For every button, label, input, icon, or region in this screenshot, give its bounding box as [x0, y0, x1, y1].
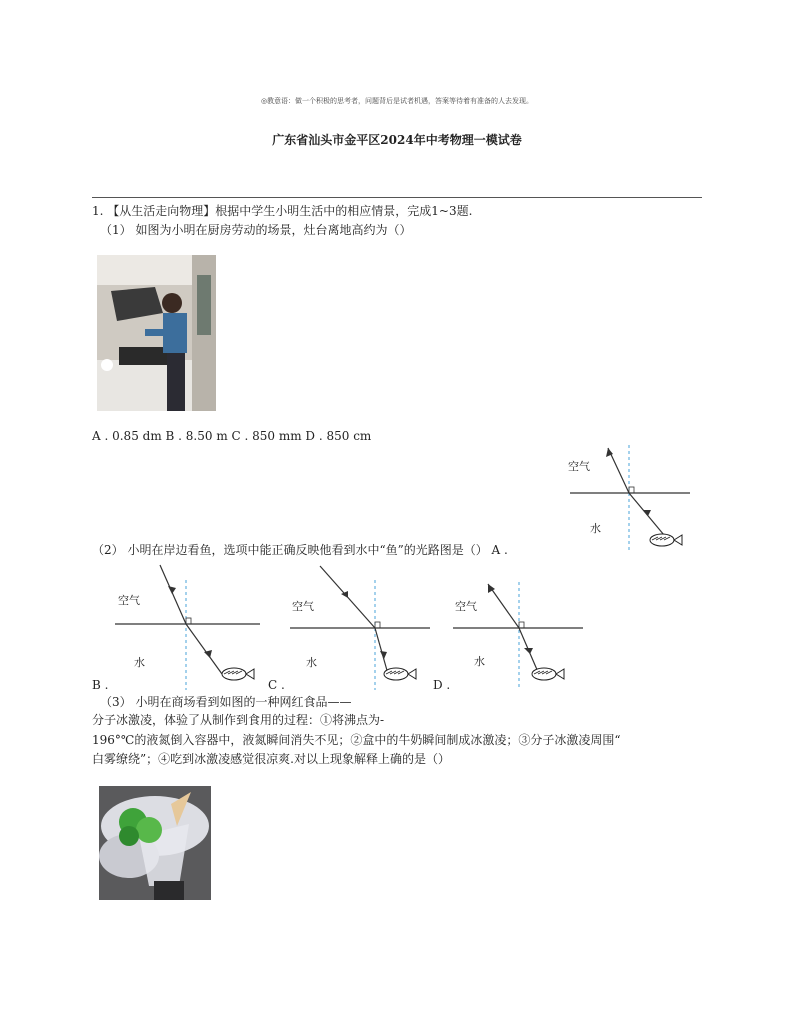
water-label: 水 [134, 656, 145, 669]
water-label: 水 [306, 656, 317, 669]
light-path-diagram-a [560, 440, 700, 555]
option-c-label: C . [268, 678, 285, 692]
water-label: 水 [590, 522, 601, 535]
question-1-sub3-line4: 白雾缭绕”；④吃到冰激凌感觉很凉爽.对以上现象解释上确的是（） [92, 752, 450, 766]
kitchen-photo [97, 255, 216, 411]
ice-cream-photo [99, 786, 211, 900]
divider [92, 197, 702, 198]
question-1-sub3-line1: （3） 小明在商场看到如图的一种网红食品—— [100, 695, 352, 709]
air-label: 空气 [455, 600, 477, 613]
air-label: 空气 [292, 600, 314, 613]
air-label: 空气 [568, 460, 590, 473]
page-title: 广东省汕头市金平区2024年中考物理一模试卷 [272, 133, 522, 147]
option-d-label: D . [433, 678, 451, 692]
air-label: 空气 [118, 594, 140, 607]
question-1-sub1-options: A . 0.85 dm B . 8.50 m C . 850 mm D . 850 cm [92, 429, 372, 443]
question-1-sub3-line2: 分子冰激凌，体验了从制作到食用的过程：①将沸点为- [92, 713, 385, 727]
water-label: 水 [474, 655, 485, 668]
question-1-sub2: （2） 小明在岸边看鱼，选项中能正确反映他看到水中“鱼”的光路图是（） A . [92, 543, 508, 557]
question-1-sub3-line3: 196°℃的液氮倒入容器中，液氮瞬间消失不见；②盒中的牛奶瞬间制成冰激凌；③分子冰激凌周围“ [92, 733, 621, 747]
light-path-diagram-b [110, 562, 265, 692]
light-path-diagram-c [288, 562, 433, 692]
question-1-stem: 1. 【从生活走向物理】根据中学生小明生活中的相应情景，完成1~3题. [92, 204, 473, 218]
option-b-label: B . [92, 678, 109, 692]
light-path-diagram-d [450, 578, 590, 693]
header-motto: ◎教意语：做一个积极的思考者，问题背后是试者机遇，答案等待着有准备的人去发现。 [260, 97, 534, 105]
question-1-sub1: （1） 如图为小明在厨房劳动的场景，灶台离地高约为（） [100, 223, 412, 237]
